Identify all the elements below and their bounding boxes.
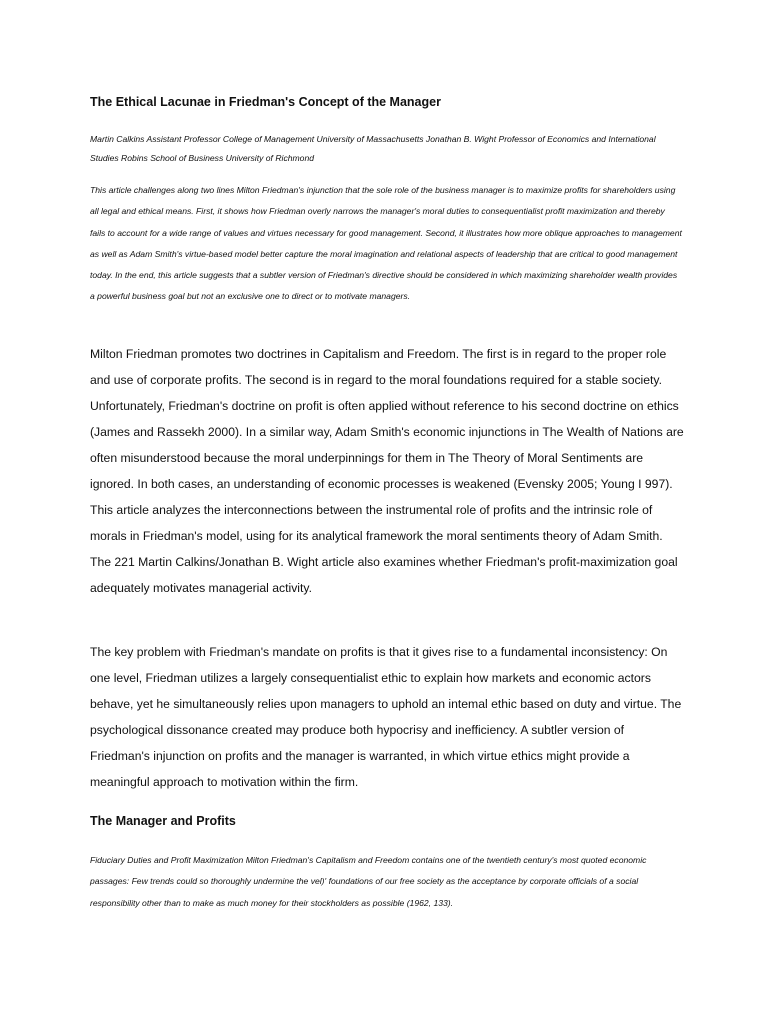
section-heading: The Manager and Profits (90, 814, 236, 828)
body-paragraph-1: Milton Friedman promotes two doctrines in Capitalism and Freedom. The first is in regard to the proper role and use of corporate profits. The second is in regard to the moral foundations required for a stable society. Unfortunately, Friedman's doctrine on profit is often applied without reference to his second doctrine on ethics (James and Rassekh 2000). In a similar way, Adam Smith's economic injunctions in The Wealth of Nations are often misunderstood because the moral underpinnings for them in The Theory of Moral Sentiments are ignored. In both cases, an understanding of economic processes is weakened (Evensky 2005; Young I 997). This article analyzes the interconnections between the instrumental role of profits and the intrinsic role of morals in Friedman's model, using for its analytical framework the moral sentiments theory of Adam Smith. The 221 Martin Calkins/Jonathan B. Wight article also examines whether Friedman's profit-maximization goal adequately motivates managerial activity. (90, 347, 684, 595)
document-title: The Ethical Lacunae in Friedman's Concept of the Manager (90, 95, 441, 109)
abstract-text: This article challenges along two lines Milton Friedman's injunction that the sole role of the business manager is to maximize profits for shareholders using all legal and ethical means. First, it shows how Friedman overly narrows the manager's moral duties to consequentialist profit maximization and thereby fails to account for a wide range of values and virtues necessary for good management. Second, it illustrates how more oblique approaches to management as well as Adam Smith's virtue-based model better capture the moral imagination and relational aspects of leadership that are critical to good management today. In the end, this article suggests that a subtler version of Friedman's directive should be considered in which maximizing shareholder wealth provides a powerful business goal but not an exclusive one to direct or to motivate managers. (90, 185, 682, 302)
author-affiliations: Martin Calkins Assistant Professor College of Management University of Massachusetts Jonathan B. Wight Professor of Economics and International Studies Robins School of Business University of Richmond (90, 134, 656, 163)
body-paragraph-2: The key problem with Friedman's mandate on profits is that it gives rise to a fundamental inconsistency: On one level, Friedman utilizes a largely consequentialist ethic to explain how markets and economic actors behave, yet he simultaneously relies upon managers to uphold an intemal ethic based on duty and virtue. The psychological dissonance created may produce both hypocrisy and inefficiency. A subtler version of Friedman's injunction on profits and the manager is warranted, in which virtue ethics might provide a meaningful approach to motivation within the firm. (90, 645, 682, 789)
section-excerpt: Fiduciary Duties and Profit Maximization Milton Friedman's Capitalism and Freedom contains one of the twentieth century's most quoted economic passages: Few trends could so thoroughly undermine the vel)' foundations of our free society as the acceptance by corporate officials of a social responsibility other than to make as much money for their stockholders as possible (1962, 133). (90, 855, 647, 908)
